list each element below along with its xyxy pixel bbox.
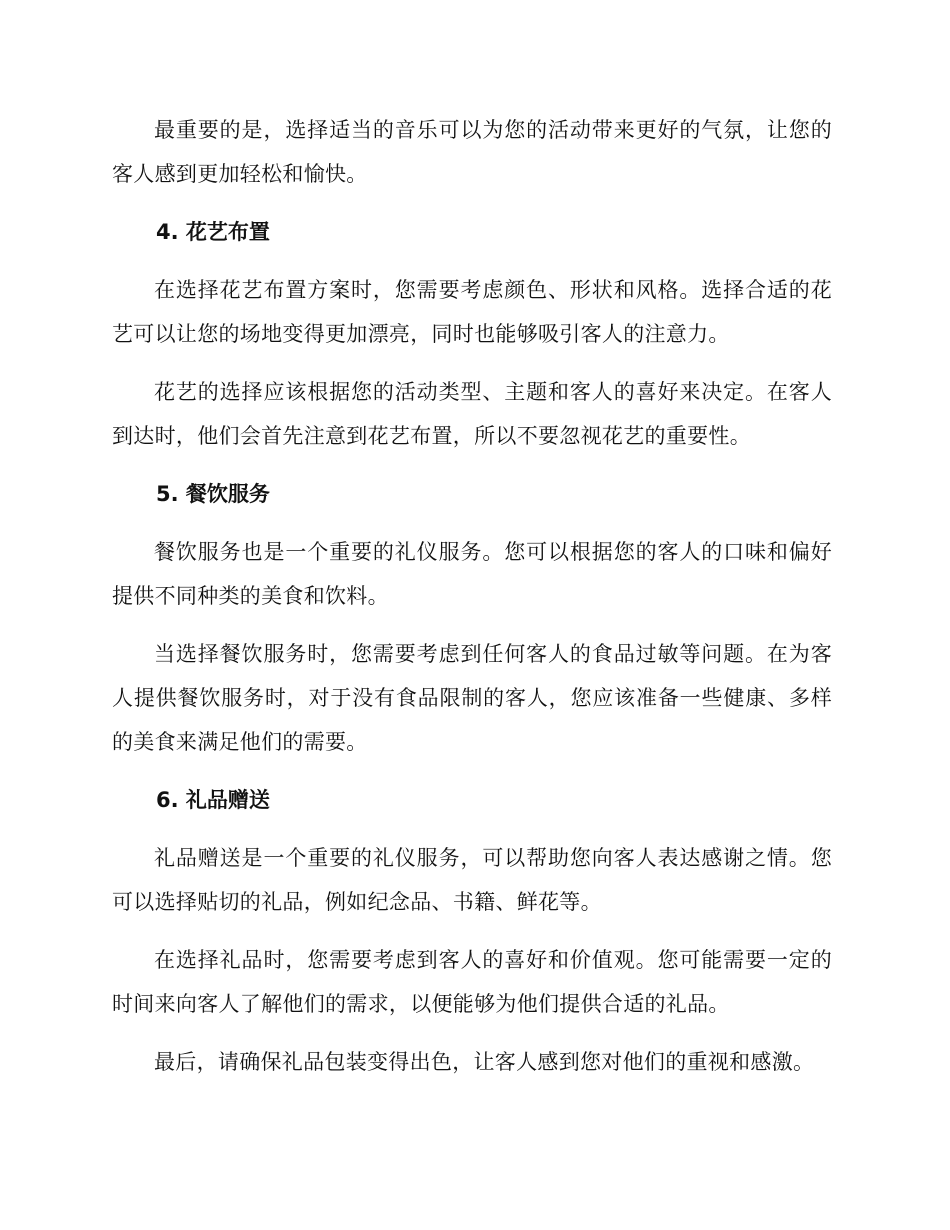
paragraph: 最后，请确保礼品包装变得出色，让客人感到您对他们的重视和感激。 xyxy=(154,1050,815,1074)
section-heading-flower-arrangement: 4. 花艺布置 xyxy=(156,220,270,244)
paragraph: 花艺的选择应该根据您的活动类型、主题和客人的喜好来决定。在客人到达时，他们会首先注意到花艺布置，所以不要忽视花艺的重要性。 xyxy=(112,380,832,448)
paragraph: 在选择礼品时，您需要考虑到客人的喜好和价值观。您可能需要一定的时间来向客人了解他们的需求，以便能够为他们提供合适的礼品。 xyxy=(112,948,832,1016)
paragraph: 最重要的是，选择适当的音乐可以为您的活动带来更好的气氛，让您的客人感到更加轻松和愉快。 xyxy=(112,118,832,186)
paragraph: 礼品赠送是一个重要的礼仪服务，可以帮助您向客人表达感谢之情。您可以选择贴切的礼品，例如纪念品、书籍、鲜花等。 xyxy=(112,846,832,914)
paragraph: 在选择花艺布置方案时，您需要考虑颜色、形状和风格。选择合适的花艺可以让您的场地变得更加漂亮，同时也能够吸引客人的注意力。 xyxy=(112,278,832,346)
section-heading-gift-giving: 6. 礼品赠送 xyxy=(156,788,270,812)
document-body xyxy=(112,108,832,1084)
paragraph: 餐饮服务也是一个重要的礼仪服务。您可以根据您的客人的口味和偏好提供不同种类的美食和饮料。 xyxy=(112,540,832,608)
paragraph: 当选择餐饮服务时，您需要考虑到任何客人的食品过敏等问题。在为客人提供餐饮服务时，对于没有食品限制的客人，您应该准备一些健康、多样的美食来满足他们的需要。 xyxy=(112,642,832,754)
section-heading-catering-service: 5. 餐饮服务 xyxy=(156,482,270,506)
